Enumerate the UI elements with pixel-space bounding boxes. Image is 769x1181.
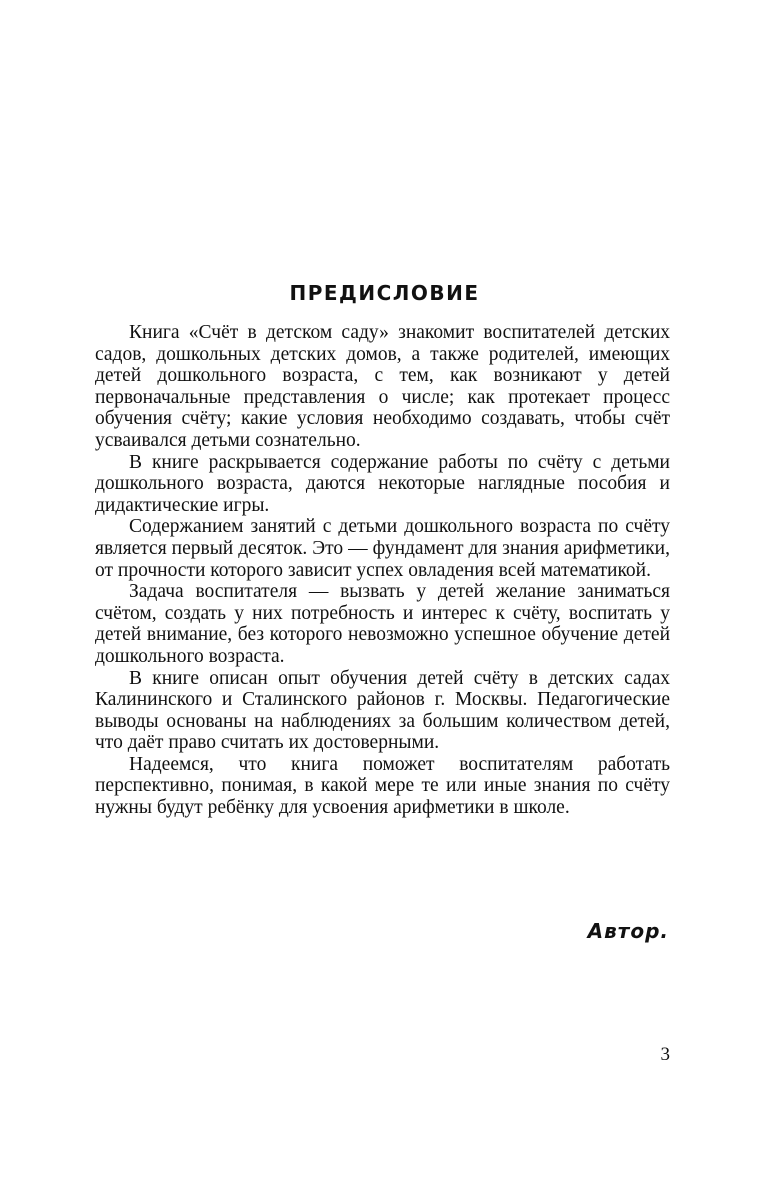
paragraph: В книге описан опыт обучения детей счёту в детских садах Калининского и Сталинского районов г. Москвы. Педагогические выводы основаны на наблюдениях за большим количеством детей, что даёт право считать их достоверными. <box>95 667 670 754</box>
paragraph: В книге раскрывается содержание работы по счёту с детьми дошкольного возраста, даются некоторые наглядные пособия и дидактические игры. <box>95 451 670 516</box>
paragraph: Содержанием занятий с детьми дошкольного возраста по счёту является первый десяток. Это — фундамент для знания арифметики, от прочности которого зависит успех овладения всей математикой. <box>95 516 670 581</box>
paragraph: Надеемся, что книга поможет воспитателям работать перспективно, понимая, в какой мере те или иные знания по счёту нужны будут ребёнку для усвоения арифметики в школе. <box>95 753 670 819</box>
preface-body <box>95 322 670 819</box>
paragraph: Книга «Счёт в детском саду» знакомит воспитателей детских садов, дошкольных детских домов, а также родителей, имеющих детей дошкольного возраста, с тем, как возникают у детей первоначальные представления о числе; как протекает процесс обучения счёту; какие условия необходимо создавать, чтобы счёт усваивался детьми сознательно. <box>95 322 670 451</box>
author-signature: Автор. <box>587 919 669 943</box>
page-number: 3 <box>660 1044 670 1065</box>
page-title: ПРЕДИСЛОВИЕ <box>289 281 480 305</box>
paragraph: Задача воспитателя — вызвать у детей желание заниматься счётом, создать у них потребность и интерес к счёту, воспитать у детей внимание, без которого невозможно успешное обучение детей дошкольного возраста. <box>95 581 670 667</box>
